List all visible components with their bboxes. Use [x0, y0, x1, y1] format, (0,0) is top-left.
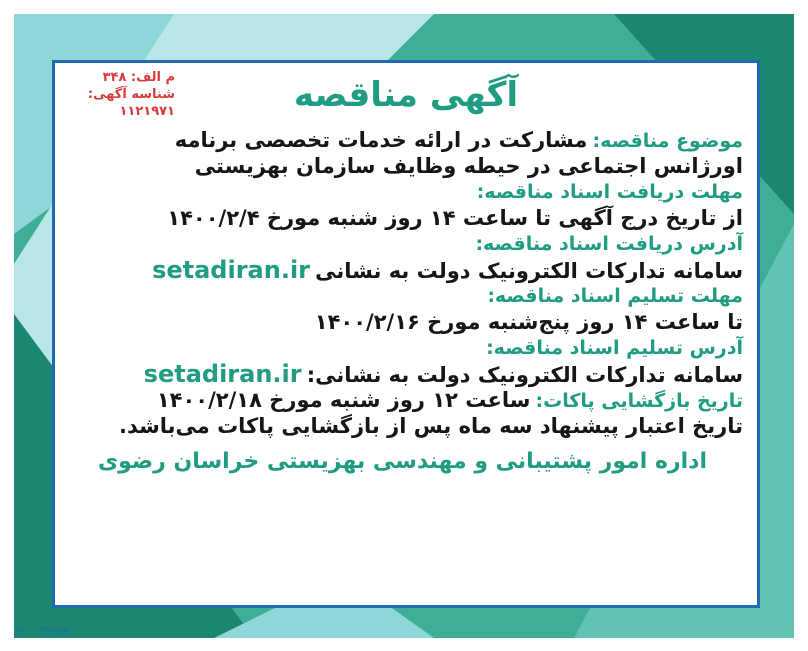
deadline-submit-label-line — [69, 283, 743, 309]
deadline-submit-line — [69, 309, 743, 335]
address-receive-link[interactable]: setadiran.ir — [152, 256, 311, 284]
subject-label: موضوع مناقصه: — [592, 130, 743, 152]
validity-line — [69, 413, 743, 439]
deadline-submit-label: مهلت تسلیم اسناد مناقصه: — [487, 285, 743, 307]
address-receive-label: آدرس دریافت اسناد مناقصه: — [475, 233, 743, 255]
address-submit-label-line — [69, 335, 743, 361]
ad-title: آگهی مناقصه — [293, 75, 519, 115]
subject-text-1: مشارکت در ارائه خدمات تخصصی برنامه — [174, 128, 588, 152]
opening-text: ساعت ۱۲ روز شنبه مورخ ۱۴۰۰/۲/۱۸ — [156, 388, 531, 412]
subject-line-2 — [69, 153, 743, 179]
subject-line — [69, 127, 743, 153]
deadline-receive-label: مهلت دریافت اسناد مناقصه: — [476, 181, 743, 203]
print-code: م/۱۴۰۰۰۲۹۹۷ — [16, 626, 69, 636]
ad-id-label: شناسه آگهی: — [87, 87, 175, 102]
address-submit-text: سامانه تدارکات الکترونیک دولت به نشانی: — [306, 363, 743, 387]
address-submit-label: آدرس تسلیم اسناد مناقصه: — [486, 337, 743, 359]
deadline-receive-label-line — [69, 179, 743, 205]
address-receive-label-line — [69, 231, 743, 257]
spacer — [69, 439, 743, 447]
ad-body — [69, 127, 743, 477]
address-receive-line — [69, 257, 743, 283]
address-submit-link[interactable]: setadiran.ir — [143, 360, 302, 388]
deadline-submit-text: تا ساعت ۱۴ روز پنج‌شنبه مورخ ۱۴۰۰/۲/۱۶ — [314, 310, 743, 334]
subject-text-2: اورژانس اجتماعی در حیطه وظایف سازمان بهزیستی — [194, 154, 743, 178]
issuer: اداره امور پشتیبانی و مهندسی بهزیستی خراسان رضوی — [97, 449, 707, 474]
address-submit-line — [69, 361, 743, 387]
address-receive-text: سامانه تدارکات الکترونیک دولت به نشانی — [315, 259, 743, 283]
opening-line — [69, 387, 743, 413]
validity-text: تاریخ اعتبار پیشنهاد سه ماه پس از بازگشایی پاکات می‌باشد. — [118, 414, 743, 438]
ref-number: م الف: ۳۴۸ — [102, 70, 175, 85]
opening-label: تاریخ بازگشایی پاکات: — [535, 390, 743, 412]
deadline-receive-text: از تاریخ درج آگهی تا ساعت ۱۴ روز شنبه مورخ ۱۴۰۰/۲/۴ — [167, 206, 743, 230]
ad-id-value: ۱۱۲۱۹۷۱ — [119, 104, 175, 119]
ad-panel — [52, 60, 760, 608]
deadline-receive-line — [69, 205, 743, 231]
